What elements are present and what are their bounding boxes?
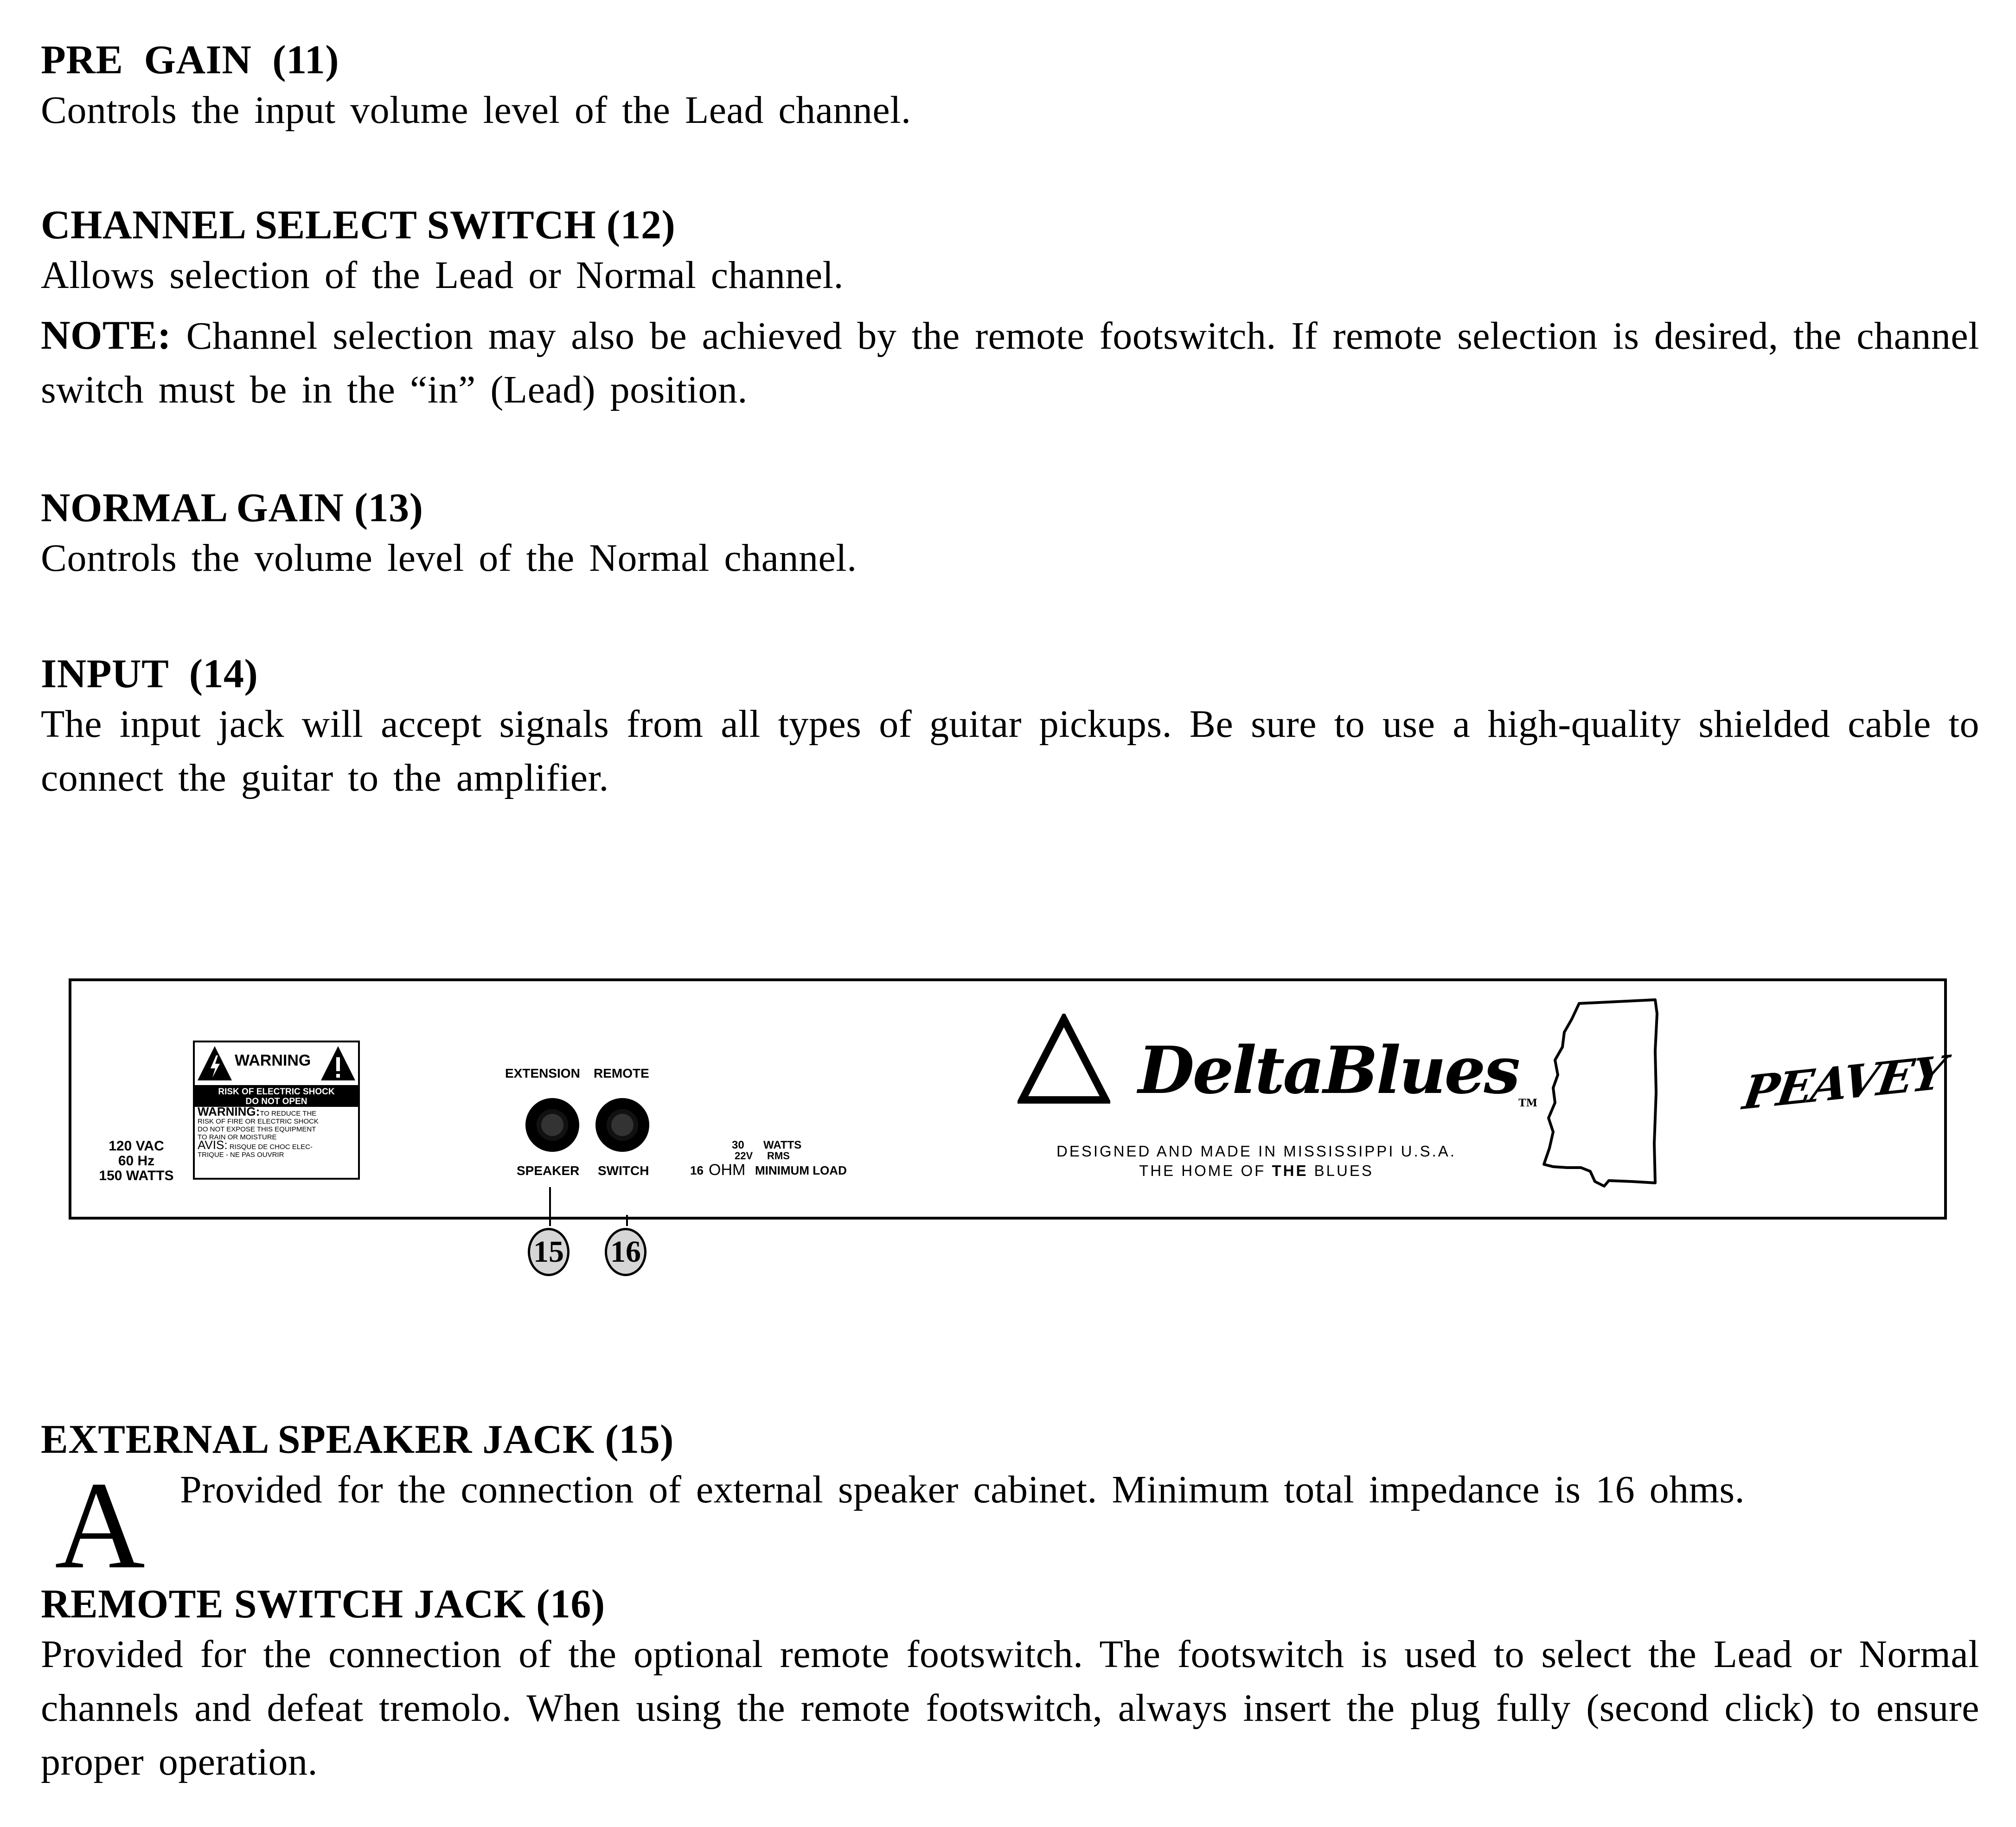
- warning-text-block: [195, 1107, 358, 1160]
- section-heading: PRE GAIN (11): [41, 38, 339, 83]
- section-external-speaker-jack: [41, 1417, 1979, 1517]
- power-line: 120 VAC: [109, 1138, 164, 1154]
- callout-leader-16: [626, 1215, 628, 1226]
- warning-line: RISK OF FIRE OR ELECTRIC SHOCK: [198, 1118, 319, 1125]
- warning-line: TO RAIN OR MOISTURE: [198, 1133, 277, 1141]
- section-body: Allows selection of the Lead or Normal channel.: [41, 254, 844, 297]
- rating-value: 16: [690, 1163, 704, 1177]
- warning-header: [195, 1042, 358, 1086]
- speaker-rating: [688, 1139, 883, 1185]
- section-body: Controls the volume level of the Normal channel.: [41, 537, 857, 580]
- jack-bottom-label-speaker: SPEAKER: [517, 1163, 580, 1178]
- note-body: Channel selection may also be achieved by the remote footswitch. If remote selection is desired, the channel switch must be in the “in” (Lead) position.: [41, 314, 1979, 411]
- warning-header-text: WARNING: [235, 1052, 311, 1069]
- section-body: The input jack will accept signals from all types of guitar pickups. Be sure to use a high-quality shielded cable to connect the guitar to the amplifier.: [41, 703, 1979, 799]
- section-pre-gain: [41, 37, 1979, 137]
- jack-bottom-label-switch: SWITCH: [598, 1163, 649, 1178]
- rating-value: 30: [732, 1139, 744, 1151]
- jack-top-label-extension: EXTENSION: [505, 1066, 580, 1080]
- extension-speaker-jack[interactable]: [525, 1098, 579, 1152]
- note-paragraph: [41, 309, 1979, 417]
- callout-16: 16: [605, 1228, 646, 1276]
- warning-line: TO REDUCE THE: [260, 1110, 317, 1118]
- avis-line: RISQUE DE CHOC ELEC-: [229, 1143, 313, 1151]
- rating-label: MINIMUM LOAD: [755, 1163, 847, 1177]
- rating-unit: RMS: [767, 1150, 790, 1162]
- warning-label: [193, 1041, 360, 1180]
- avis-title: AVIS:: [198, 1138, 228, 1152]
- warning-bar: [195, 1086, 358, 1107]
- section-channel-select: [41, 202, 1979, 417]
- exclamation-warning-icon: [320, 1045, 356, 1081]
- home-of-the: THE: [1272, 1162, 1308, 1179]
- home-of-prefix: THE HOME OF: [1139, 1162, 1272, 1179]
- rating-unit: WATTS: [763, 1139, 802, 1151]
- section-body: Controls the input volume level of the Lead channel.: [41, 89, 911, 132]
- warning-title: WARNING:: [198, 1105, 260, 1118]
- callout-leader-15: [549, 1187, 551, 1226]
- warning-bar-line: DO NOT OPEN: [245, 1097, 307, 1106]
- note-label: NOTE:: [41, 313, 172, 358]
- rating-value: 22V: [735, 1150, 753, 1162]
- power-rating: [90, 1139, 183, 1183]
- brand-logo-deltablues: [1138, 1031, 1537, 1143]
- section-heading: INPUT (14): [41, 652, 258, 696]
- drop-cap: A: [55, 1456, 145, 1595]
- section-remote-switch-jack: [41, 1581, 1979, 1789]
- warning-line: DO NOT EXPOSE THIS EQUIPMENT: [198, 1125, 316, 1133]
- jack-top-label-remote: REMOTE: [594, 1066, 649, 1080]
- remote-switch-jack[interactable]: [595, 1098, 649, 1152]
- rating-unit: OHM: [709, 1161, 746, 1179]
- mississippi-map-icon: [1539, 995, 1678, 1208]
- section-heading: CHANNEL SELECT SWITCH (12): [41, 203, 676, 248]
- section-body: Provided for the connection of the optional remote footswitch. The footswitch is used to select the Lead or Normal channels and defeat tremolo. When using the remote footswitch, always insert the plug fully (second click) to ensure proper operation.: [41, 1633, 1979, 1783]
- trademark: TM: [1518, 1097, 1537, 1109]
- power-line: 60 Hz: [118, 1153, 155, 1169]
- home-of-suffix: BLUES: [1308, 1162, 1374, 1179]
- brand-name: DeltaBlues: [1138, 1033, 1519, 1109]
- power-line: 150 WATTS: [99, 1168, 174, 1183]
- section-input: [41, 651, 1979, 805]
- rear-panel-diagram: [69, 978, 1947, 1220]
- peavey-logo: PEAVEY: [1740, 1045, 1948, 1120]
- section-body: Provided for the connection of external speaker cabinet. Minimum total impedance is 16 ohms.: [180, 1468, 1745, 1511]
- avis-line: TRIQUE - NE PAS OUVRIR: [198, 1151, 284, 1159]
- lightning-warning-icon: [197, 1045, 233, 1081]
- section-heading: NORMAL GAIN (13): [41, 485, 423, 530]
- home-of-line: [1041, 1162, 1472, 1180]
- section-normal-gain: [41, 485, 1979, 585]
- section-heading: EXTERNAL SPEAKER JACK (15): [41, 1417, 674, 1462]
- section-heading: REMOTE SWITCH JACK (16): [41, 1582, 605, 1627]
- designed-line: DESIGNED AND MADE IN MISSISSIPPI U.S.A.: [1056, 1143, 1456, 1160]
- warning-bar-line: RISK OF ELECTRIC SHOCK: [218, 1087, 335, 1097]
- delta-triangle-icon: [1018, 1014, 1110, 1106]
- callout-15: 15: [528, 1228, 570, 1276]
